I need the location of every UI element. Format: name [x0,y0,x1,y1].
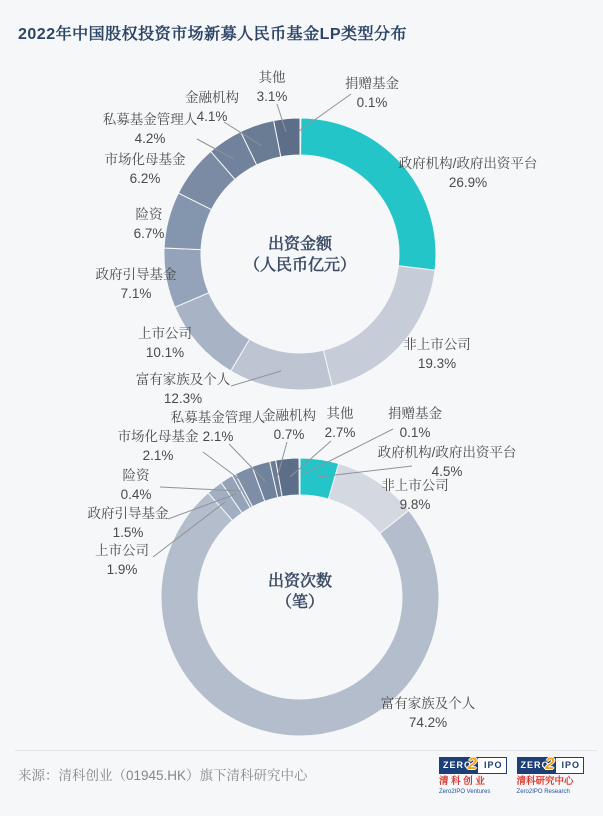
count-label-endowment-fund: 捐赠基金 0.1% [388,406,442,440]
donut-amount-title: 出资金额 [267,236,333,253]
donut-amount-center-label [244,234,356,276]
count-label-insurance-capital: 险资 0.4% [120,468,152,502]
donut-slice-endowment-fund [299,458,300,495]
count-label-financial-institution: 金融机构 0.7% [262,408,316,442]
donut-count-subtitle: （笔） [275,594,325,611]
amount-label-market-fof: 市场化母基金 6.2% [104,152,186,186]
donut-amount-subtitle: （人民币亿元） [243,257,357,274]
amount-label-listed-company: 上市公司 10.1% [138,326,192,360]
zero2ipo-ventures-logo: ZERO IPO 2 清 科 创 业 Zero2IPO Ventures [439,757,507,796]
logo-numeral-2: 2 [545,754,555,773]
footer-logos [439,754,584,796]
amount-label-wealthy-family: 富有家族及个人 12.3% [135,372,231,406]
footer-divider [15,750,597,751]
zero2ipo-research-logo: ZERO IPO 2 清科研究中心 Zero2IPO Research [517,757,585,796]
count-label-gov-platform: 政府机构/政府出资平台 4.5% [377,445,517,479]
donut-count-title: 出资次数 [267,573,333,590]
amount-label-endowment-fund: 捐赠基金 0.1% [345,76,399,110]
count-label-wealthy-family: 富有家族及个人 74.2% [380,696,476,730]
donut-count-center-label [268,571,332,613]
zero2ipo-logo-box: ZERO IPO 2 [439,757,507,774]
count-label-pe-manager: 私募基金管理人 2.1% [170,410,266,444]
count-label-listed-company: 上市公司 1.9% [95,543,149,577]
amount-label-financial-institution: 金融机构 4.1% [185,90,239,124]
source-text: 来源：清科创业（01945.HK）旗下清科研究中心 [18,768,308,783]
amount-label-insurance-capital: 险资 6.7% [133,207,165,241]
donut-slice-wealthy-family [231,339,332,390]
amount-label-gov-platform: 政府机构/政府出资平台 26.9% [398,156,538,190]
amount-label-non-listed-company: 非上市公司 19.3% [403,337,471,371]
count-label-gov-guidance-fund: 政府引导基金 1.5% [87,506,169,540]
donut-slice-endowment-fund [300,118,301,155]
zero2ipo-logo-box: ZERO IPO 2 [517,757,585,774]
count-label-non-listed-company: 非上市公司 9.8% [381,478,449,512]
amount-label-pe-manager: 私募基金管理人 4.2% [102,112,198,146]
amount-label-other: 其他 3.1% [256,70,288,104]
amount-label-gov-guidance-fund: 政府引导基金 7.1% [95,267,177,301]
count-label-market-fof: 市场化母基金 2.1% [117,429,199,463]
logo-numeral-2: 2 [467,754,478,773]
count-label-other: 其他 2.7% [324,406,356,440]
page-title: 2022年中国股权投资市场新募人民币基金LP类型分布 [18,26,408,43]
